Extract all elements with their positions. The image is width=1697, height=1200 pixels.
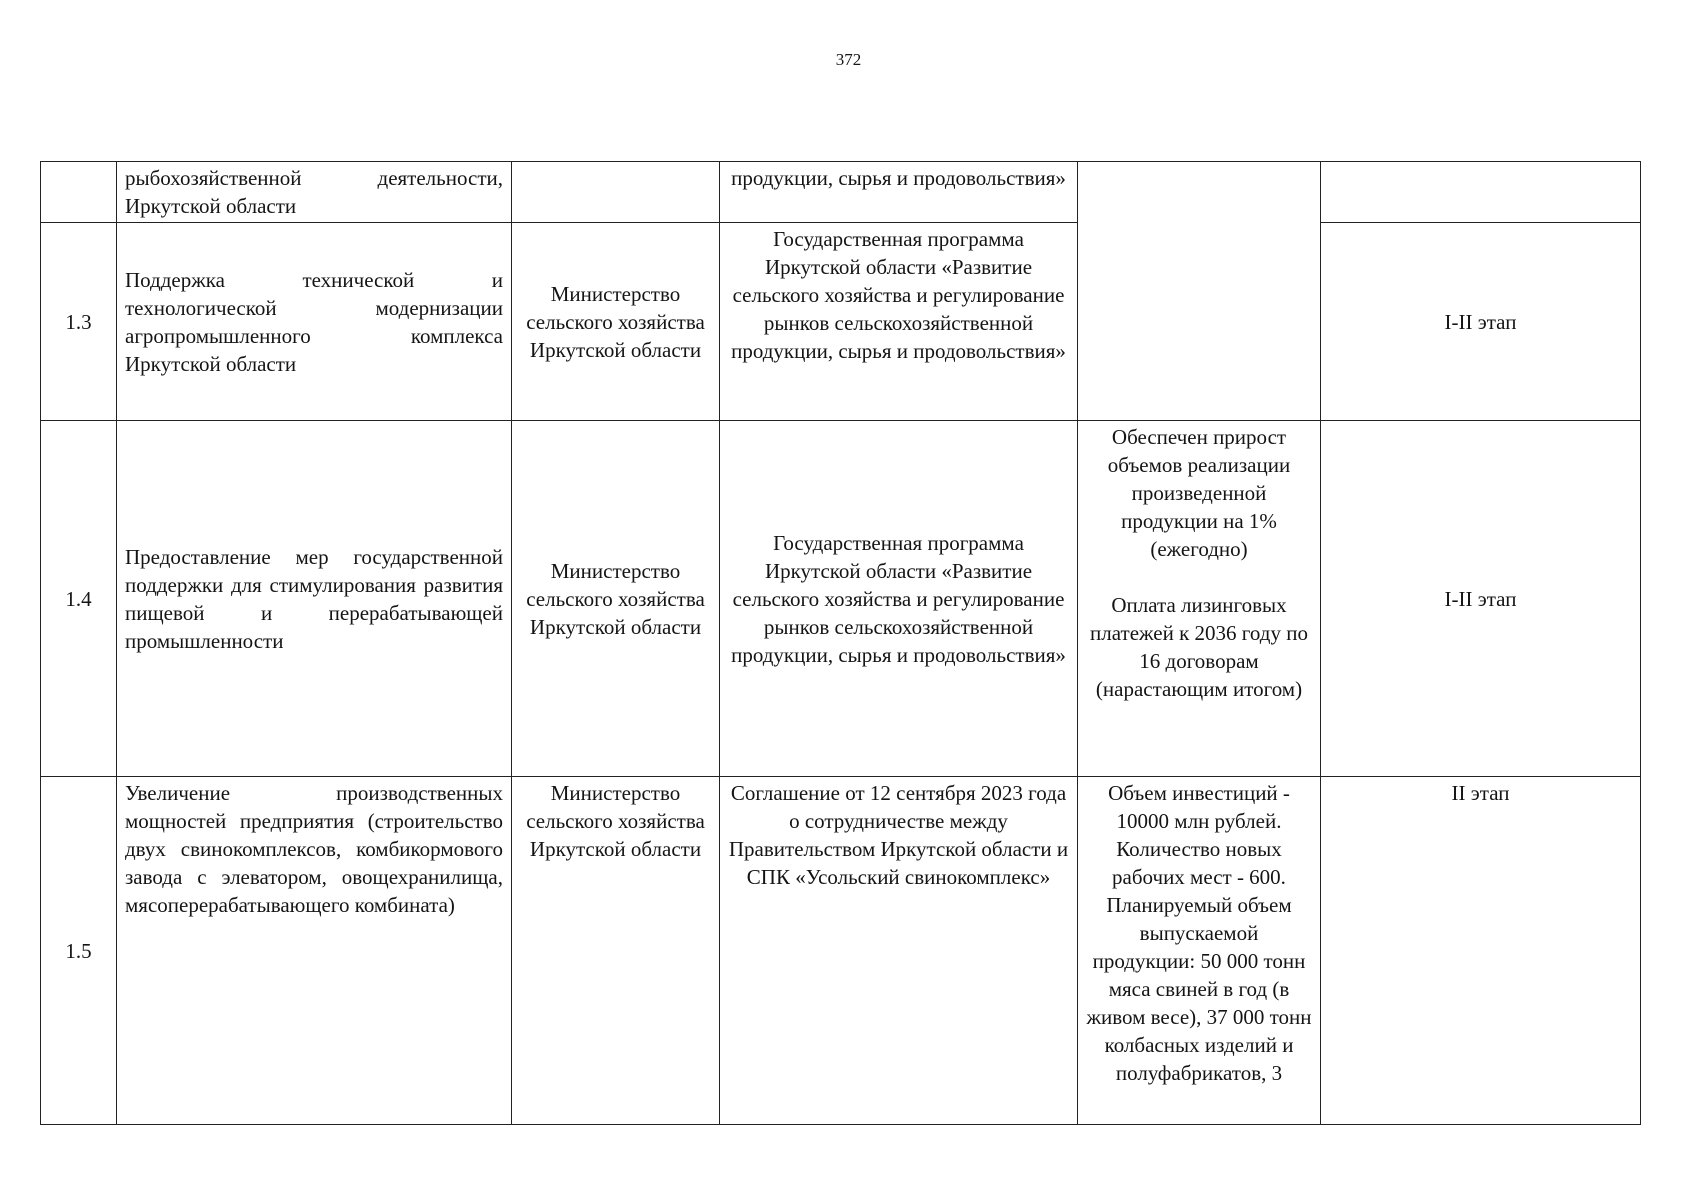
table-row [41, 421, 1641, 777]
measure-name: Увеличение производственных мощностей предприятия (строительство двух свинокомплексов, комбикормового завода с элеватором, овощехранилища, мясоперерабатывающего комбината) [117, 777, 512, 1125]
stage: I-II этап [1321, 223, 1641, 421]
executor: Министерство сельского хозяйства Иркутской области [512, 777, 720, 1125]
result: Объем инвестиций - 10000 млн рублей. Количество новых рабочих мест - 600. Планируемый объем выпускаемой продукции: 50 000 тонн мяса свиней в год (в живом весе), 37 000 тонн колбасных изделий и полуфабрикатов, 3 [1078, 777, 1321, 1125]
table-row [41, 777, 1641, 1125]
result [1078, 162, 1321, 421]
stage: II этап [1321, 777, 1641, 1125]
result [1078, 421, 1321, 777]
measure-name: Предоставление мер государственной поддержки для стимулирования развития пищевой и перерабатывающей промышленности [117, 421, 512, 777]
row-number: 1.3 [41, 223, 117, 421]
row-number: 1.5 [41, 777, 117, 1125]
measures-table [40, 161, 1641, 1125]
executor [512, 162, 720, 223]
executor: Министерство сельского хозяйства Иркутской области [512, 421, 720, 777]
measure-name: Поддержка технической и технологической модернизации агропромышленного комплекса Иркутской области [117, 223, 512, 421]
table-row [41, 223, 1641, 421]
result-growth: Обеспечен прирост объемов реализации произведенной продукции на 1% (ежегодно) [1107, 425, 1291, 561]
document: Государственная программа Иркутской области «Развитие сельского хозяйства и регулирование рынков сельскохозяйственной продукции, сырья и продовольствия» [720, 421, 1078, 777]
row-number [41, 162, 117, 223]
measure-name: рыбохозяйственной деятельности, Иркутской области [117, 162, 512, 223]
document: продукции, сырья и продовольствия» [720, 162, 1078, 223]
result-leasing: Оплата лизинговых платежей к 2036 году по 16 договорам (нарастающим итогом) [1090, 593, 1308, 701]
executor: Министерство сельского хозяйства Иркутской области [512, 223, 720, 421]
document: Соглашение от 12 сентября 2023 года о сотрудничестве между Правительством Иркутской области и СПК «Усольский свинокомплекс» [720, 777, 1078, 1125]
document: Государственная программа Иркутской области «Развитие сельского хозяйства и регулирование рынков сельскохозяйственной продукции, сырья и продовольствия» [720, 223, 1078, 421]
stage [1321, 162, 1641, 223]
page-number: 372 [835, 50, 862, 69]
stage: I-II этап [1321, 421, 1641, 777]
table-row [41, 162, 1641, 223]
row-number: 1.4 [41, 421, 117, 777]
